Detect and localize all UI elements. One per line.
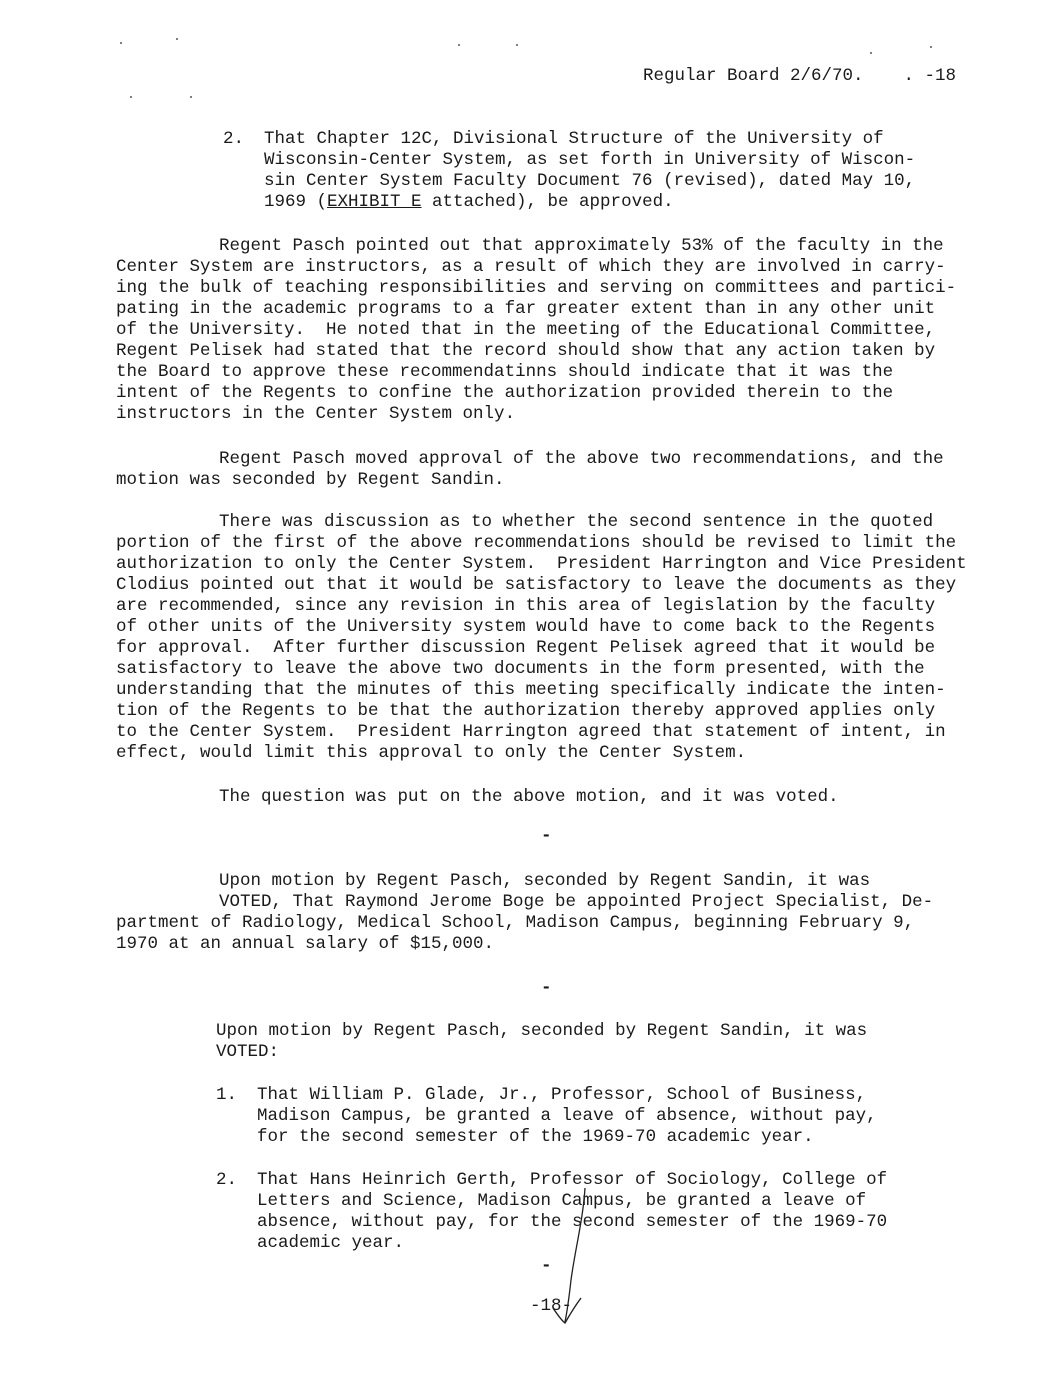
motion-appointment: Upon motion by Regent Pasch, seconded by Regent Sandin, it was VOTED, That Raymond Jerome Boge be appointed Project Specialist, De- partment of Radiology, Medical School, Madison Campus, beginning February 9, 1970 at an annual salary of $15,000. xyxy=(116,871,934,954)
exhibit-reference: EXHIBIT E xyxy=(327,192,422,212)
item-line: 1969 (EXHIBIT E attached), be approved. xyxy=(264,192,674,212)
item-line: Wisconsin-Center System, as set forth in University of Wiscon- xyxy=(264,150,916,170)
item-text xyxy=(264,129,915,213)
item-number: 2. xyxy=(216,1170,238,1190)
separator-dash: - xyxy=(541,978,552,998)
footer-page-number: -18- xyxy=(530,1296,573,1316)
scan-speck xyxy=(176,38,178,40)
separator-dash: - xyxy=(541,1256,552,1276)
scan-speck xyxy=(930,46,932,48)
item-line: sin Center System Faculty Document 76 (revised), dated May 10, xyxy=(264,171,916,191)
check-mark-icon xyxy=(545,1180,605,1330)
scan-speck xyxy=(120,42,122,44)
scan-speck xyxy=(190,96,192,98)
page-header xyxy=(643,66,956,87)
scan-speck xyxy=(458,44,460,46)
paragraph-regent-pasch-note: Regent Pasch pointed out that approximately 53% of the faculty in the Center System are instructors, as a result of which they are involved in carry- ing the bulk of teaching responsibilities and serving on committees and partici- pating in the academic programs to a far greater extent than in any other unit of the University. He noted that in the meeting of the Educational Committee, Regent Pelisek had stated that the record should show that any action taken by the Board to approve these recommendatinns should indicate that it was the intent of the Regents to confine the authorization provided therein to the instructors in the Center System only. xyxy=(116,236,957,424)
item-text: That Hans Heinrich Gerth, Professor of Sociology, College of Letters and Science, Madison Campus, be granted a leave of absence, without pay, for the second semester of the 1969-70 academic year. xyxy=(257,1170,888,1253)
paragraph-discussion: There was discussion as to whether the second sentence in the quoted portion of the first of the above recommendations should be revised to limit the authorization to only the Center System. President Harrington and Vice President Clodius pointed out that it would be satisfactory to leave the documents as they are recommended, since any revision in this area of legislation by the faculty of other units of the University system would have to come back to the Regents for approval. After further discussion Regent Pelisek agreed that it would be satisfactory to leave the above two documents in the form presented, with the understanding that the minutes of this meeting specifically indicate the inten- tion of the Regents to be that the authorization thereby approved applies only to the Center System. President Harrington agreed that statement of intent, in effect, would limit this approval to only the Center System. xyxy=(116,512,967,763)
header-title: Regular Board 2/6/70. xyxy=(643,66,864,86)
paragraph-motion: Regent Pasch moved approval of the above two recommendations, and the motion was seconded by Regent Sandin. xyxy=(116,449,944,490)
item-line: That Chapter 12C, Divisional Structure of the University of xyxy=(264,129,884,149)
scan-speck xyxy=(870,52,872,54)
separator-dash: - xyxy=(541,826,552,846)
paragraph-vote: The question was put on the above motion, and it was voted. xyxy=(219,787,839,807)
scan-speck xyxy=(130,96,132,98)
item-text: That William P. Glade, Jr., Professor, School of Business, Madison Campus, be granted a leave of absence, without pay, for the second semester of the 1969-70 academic year. xyxy=(257,1085,877,1147)
item-number: 1. xyxy=(216,1085,238,1105)
item-number: 2. xyxy=(223,129,245,149)
header-page-number: . -18 xyxy=(903,66,957,86)
scan-speck xyxy=(516,44,518,46)
motion-leaves-intro: Upon motion by Regent Pasch, seconded by Regent Sandin, it was VOTED: xyxy=(216,1021,868,1062)
